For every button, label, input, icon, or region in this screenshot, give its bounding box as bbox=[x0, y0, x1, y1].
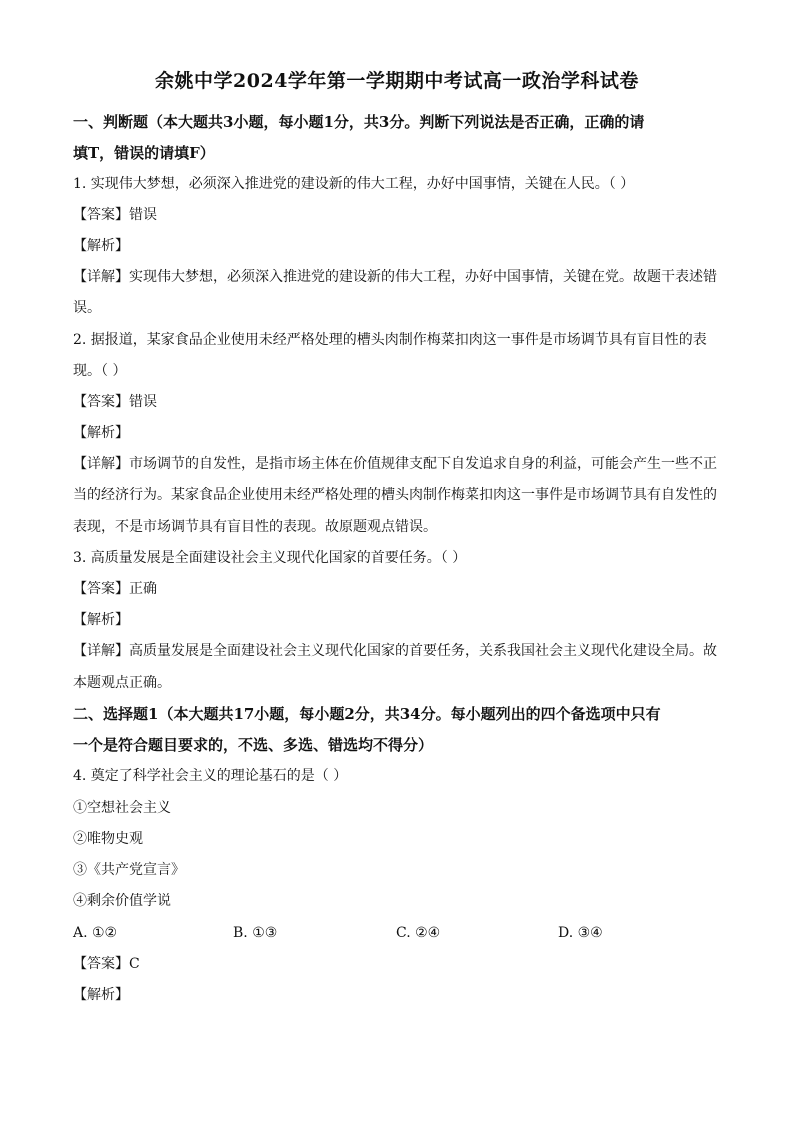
q3-detail-line2: 本题观点正确。 bbox=[73, 675, 171, 691]
section2-heading-line1: 二、选择题1（本大题共17小题，每小题2分，共34分。每小题列出的四个备选项中只有 bbox=[73, 705, 661, 723]
q4-item: ①空想社会主义 bbox=[73, 800, 171, 816]
q4-item: ④剩余价值学说 bbox=[73, 893, 171, 909]
q4-answer: 【答案】C bbox=[73, 956, 140, 972]
q4-stem: 4. 奠定了科学社会主义的理论基石的是（ ） bbox=[73, 768, 348, 784]
section2-heading-line2: 一个是符合题目要求的，不选、多选、错选均不得分） bbox=[73, 736, 434, 754]
q2-stem-line1: 2. 据报道，某家食品企业使用未经严格处理的槽头肉制作梅菜扣肉这一事件是市场调节具有盲目性的表 bbox=[73, 332, 707, 348]
q2-answer: 【答案】错误 bbox=[73, 394, 157, 410]
q4-option-a: A. ①② bbox=[73, 925, 118, 941]
section1-heading-line2: 填T，错误的请填F） bbox=[73, 144, 215, 162]
q3-answer: 【答案】正确 bbox=[73, 581, 157, 597]
q3-stem: 3. 高质量发展是全面建设社会主义现代化国家的首要任务。（ ） bbox=[73, 550, 467, 566]
q4-item: ③《共产党宣言》 bbox=[73, 862, 185, 878]
q1-analysis: 【解析】 bbox=[73, 238, 129, 254]
page-title: 余姚中学2024学年第一学期期中考试高一政治学科试卷 bbox=[155, 70, 639, 92]
q2-detail-line3: 表现，不是市场调节具有盲目性的表现。故原题观点错误。 bbox=[73, 519, 437, 535]
q1-stem: 1. 实现伟大梦想，必须深入推进党的建设新的伟大工程，办好中国事情，关键在人民。（ ） bbox=[73, 176, 635, 192]
q2-analysis: 【解析】 bbox=[73, 425, 129, 441]
q2-detail-line1: 【详解】市场调节的自发性，是指市场主体在价值规律支配下自发追求自身的利益，可能会产生一些不正 bbox=[73, 456, 717, 472]
q4-item: ②唯物史观 bbox=[73, 831, 143, 847]
q2-detail-line2: 当的经济行为。某家食品企业使用未经严格处理的槽头肉制作梅菜扣肉这一事件是市场调节具有自发性的 bbox=[73, 487, 717, 503]
q3-detail-line1: 【详解】高质量发展是全面建设社会主义现代化国家的首要任务，关系我国社会主义现代化建设全局。故 bbox=[73, 643, 717, 659]
q1-detail-line1: 【详解】实现伟大梦想，必须深入推进党的建设新的伟大工程，办好中国事情，关键在党。故题干表述错 bbox=[73, 269, 717, 285]
q2-stem-line2: 现。（ ） bbox=[73, 363, 127, 379]
q3-analysis: 【解析】 bbox=[73, 612, 129, 628]
q1-detail-line2: 误。 bbox=[73, 300, 101, 316]
q4-option-d: D. ③④ bbox=[558, 925, 603, 941]
q4-analysis: 【解析】 bbox=[73, 987, 129, 1003]
q4-option-b: B. ①③ bbox=[233, 925, 278, 941]
q1-answer: 【答案】错误 bbox=[73, 207, 157, 223]
section1-heading-line1: 一、判断题（本大题共3小题，每小题1分，共3分。判断下列说法是否正确，正确的请 bbox=[73, 113, 645, 131]
q4-option-c: C. ②④ bbox=[396, 925, 441, 941]
